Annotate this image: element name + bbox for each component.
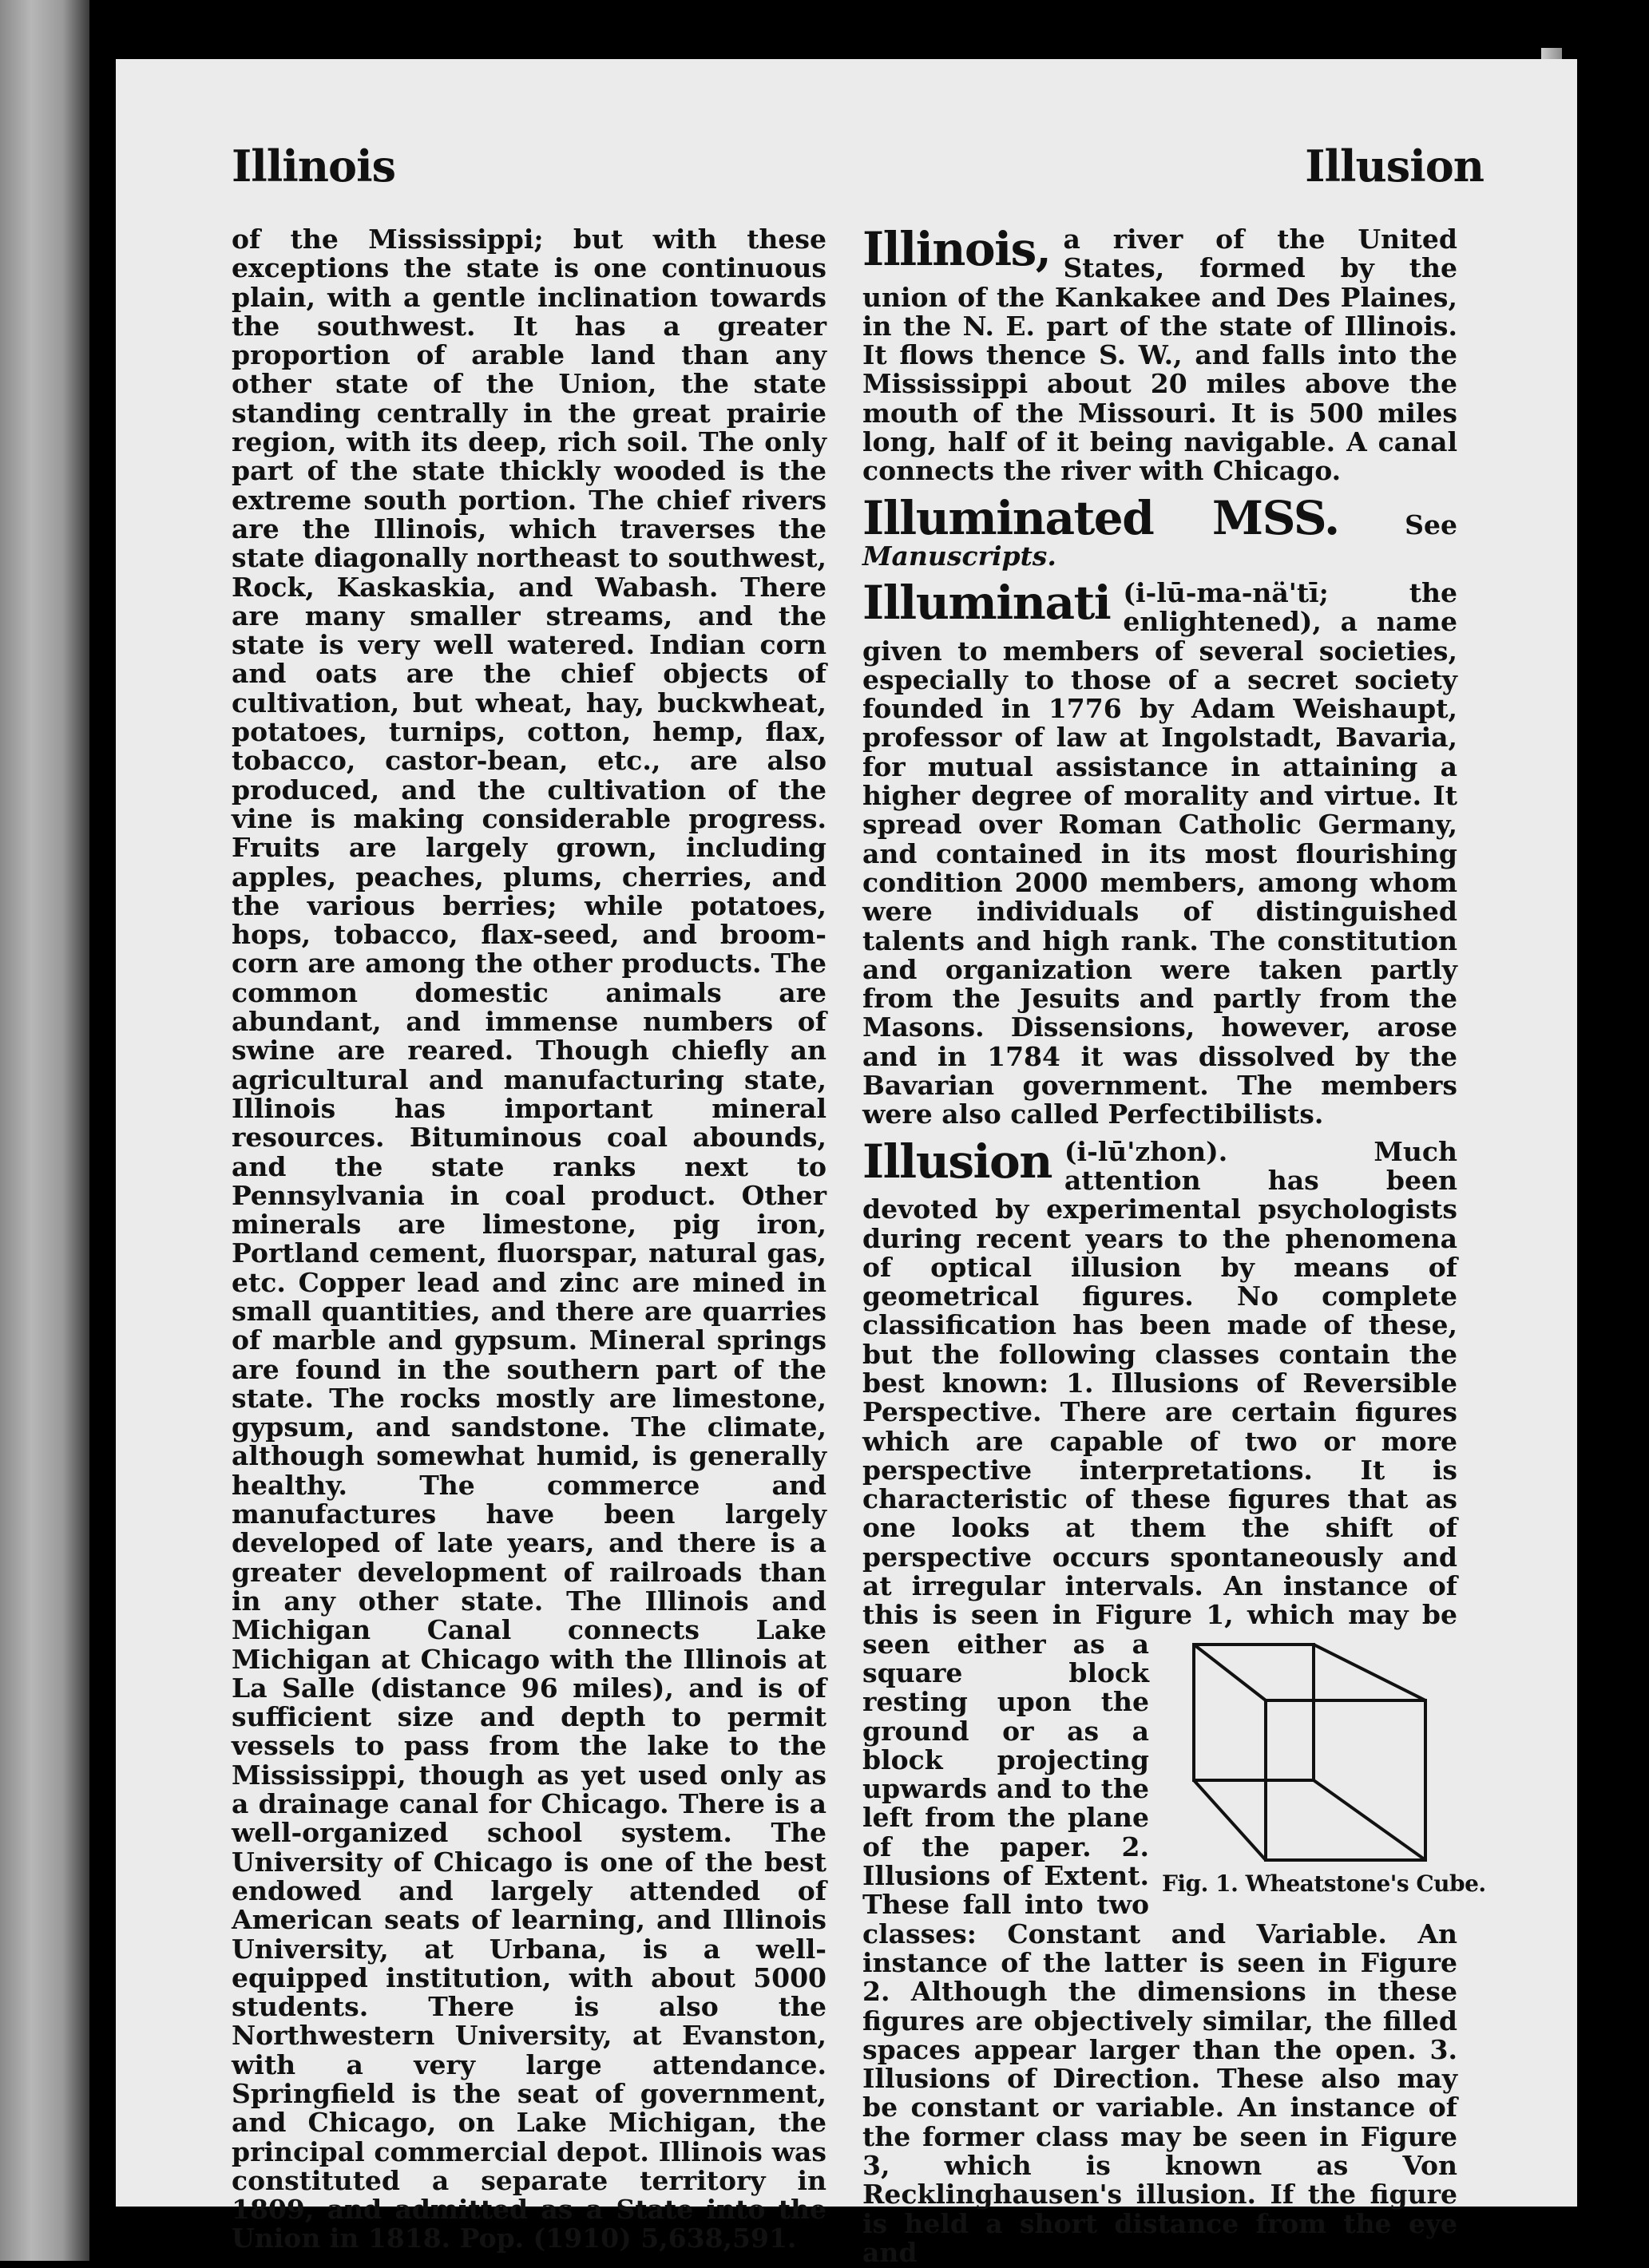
cross-reference-manuscripts: Manuscripts. xyxy=(862,540,1056,572)
page-content xyxy=(232,128,1486,2268)
illinois-river-text: a river of the United States, formed by the union of the Kankakee and Des Plaines, in the N. E. part of the state of Illinois. It flows thence S. W., and falls into the Mississippi about 20 miles above the mouth of the Missouri. It is 500 miles long, half of it being navigable. A canal connects the river with Chicago. xyxy=(862,224,1457,487)
illusion-text-part1: (i-lū'zhon). Much attention has been devoted by experimental psychologists during recent years to the phenomena of optical illusion by means of geometrical figures. No complete classification has been made of these, but the following classes contain the best known: 1. Illusions of Reversible Perspective. There are certain figures which are capable of two or more perspective interpretations. It is characteristic of these figures that as one looks at them the shift of perspective occurs spontaneously and at irregular intervals. An instance of this is seen in Figure 1, xyxy=(862,1135,1457,1631)
cube-back-face xyxy=(1194,1645,1314,1780)
illuminati-text: (i-lū-ma-nä'tī; the enlightened), a name given to members of several societies, especially to those of a secret society founded in 1776 by Adam Weishaupt, professor of law at Ingolstadt, Bavaria, for mutual assistance in attaining a higher degree of morality and virtue. It spread over Roman Catholic Germany, and contained in its most flourishing condition 2000 members, among whom were individuals of distinguished talents and high rank. The constitution and organization were taken partly from the Jesuits and partly from the Masons. Dissensions, however, arose and in 1784 it was dissolved by the Bavarian government. The members were also called Perfectibilists. xyxy=(862,576,1457,1130)
headword-illusion: Illusion xyxy=(862,1134,1052,1189)
illinois-state-continuation: of the Mississippi; but with these exceptions the state is one continuous plain, with a gentle inclination towards the southwest. It has a greater proportion of arable land than any other state of the Union, the state standing centrally in the great prairie region, with its deep, rich soil. The only part of the state thickly wooded is the extreme south portion. The chief rivers are the Illinois, which traverses the state diagonally northeast to southwest, Rock, Kaskaskia, and Wabash. There are many smaller streams, and the state is very well watered. Indian corn and oats are the chief objects of cultivation, but wheat, hay, buckwheat, potatoes, turnips, cotton, hemp, flax, tobacco, castor-bean, etc., are also produced, and the cultivation of the vine is making considerable progress. Fruits are largely grown, including apples, peaches, plums, cherries, and the various berries; while potatoes, hops, tobacco, flax-seed, and broom-corn are among the other products. The common domestic animals are abundant, and immense numbers of swine are reared. Though chiefly an agricultural and manufacturing state, Illinois has important mineral resources. Bituminous coal abounds, and the state ranks next to Pennsylvania in coal product. Other minerals are limestone, pig iron, Portland cement, fluorspar, natural gas, etc. Copper lead and zinc are mined in small quantities, and there are quarries of marble and gypsum. Mineral springs are found in the southern part of the state. The rocks mostly are limestone, gypsum, and sandstone. The climate, although somewhat humid, is generally healthy. The commerce and manufactures have been largely developed of late years, and there is a greater development of railroads than in any other state. The Illinois and Michigan Canal connects Lake Michigan at Chicago with the Illinois at La Salle (distance 96 miles), and is of sufficient size and depth to permit vessels to pass from the lake to the Mississippi, though as yet used only as a drainage canal for Chicago. There is a well-organized school system. The University of Chicago is one of the best endowed and largely attended of American seats of learning, and Illinois University, at Urbana, is a well-equipped institution, with about 5000 students. There is also the Northwestern University, at Evanston, with a very large attendance. Springfield is the seat of government, and Chicago, on Lake Michigan, the principal commercial depot. Illinois was constituted a separate territory in 1809, and admitted as a State into the Union in 1818. Pop. (1910) 5,638,591. xyxy=(232,224,826,2254)
see-label: See xyxy=(1405,509,1457,540)
cube-edge xyxy=(1314,1645,1425,1700)
running-head-right: Illusion xyxy=(1305,141,1484,192)
entry-illinois-river xyxy=(862,222,1457,487)
figure-caption: Fig. 1. Wheatstone's Cube. xyxy=(1162,1870,1486,1897)
headword-illuminated-mss: Illuminated MSS. xyxy=(862,490,1339,545)
headword-illuminati: Illuminati xyxy=(862,575,1111,630)
cube-edge xyxy=(1314,1780,1425,1860)
illusion-text-part2: which may be seen either as a square block resting upon the ground or as a block projecting upwards and to the left from the plane of the paper. 2. Illusions of Extent. These fall into two classes: Constant and Variable. An instance of the latter is seen in Figure 2. Although the dimensions in these figures are objectively similar, the filled spaces appear larger than the open. 3. Illusions of Direction. These also may be constant or variable. An instance of the former class may be seen in Figure 3, which is known as Von Recklinghausen's illusion. If the figure is held a short distance from the eye and xyxy=(862,1599,1457,2268)
right-column xyxy=(862,222,1486,2268)
adjacent-page-edge xyxy=(0,0,89,2261)
entry-illuminated-mss xyxy=(862,490,1457,572)
entry-illuminati xyxy=(862,575,1457,1130)
running-head-left: Illinois xyxy=(232,141,395,192)
wheatstone-cube-drawing xyxy=(1162,1637,1457,1868)
entry-illusion xyxy=(862,1134,1486,2268)
cube-edge xyxy=(1194,1780,1266,1860)
figure-wheatstones-cube xyxy=(1162,1637,1486,1898)
cube-edge xyxy=(1194,1645,1266,1700)
left-column xyxy=(232,225,826,2254)
headword-illinois: Illinois, xyxy=(862,222,1051,276)
